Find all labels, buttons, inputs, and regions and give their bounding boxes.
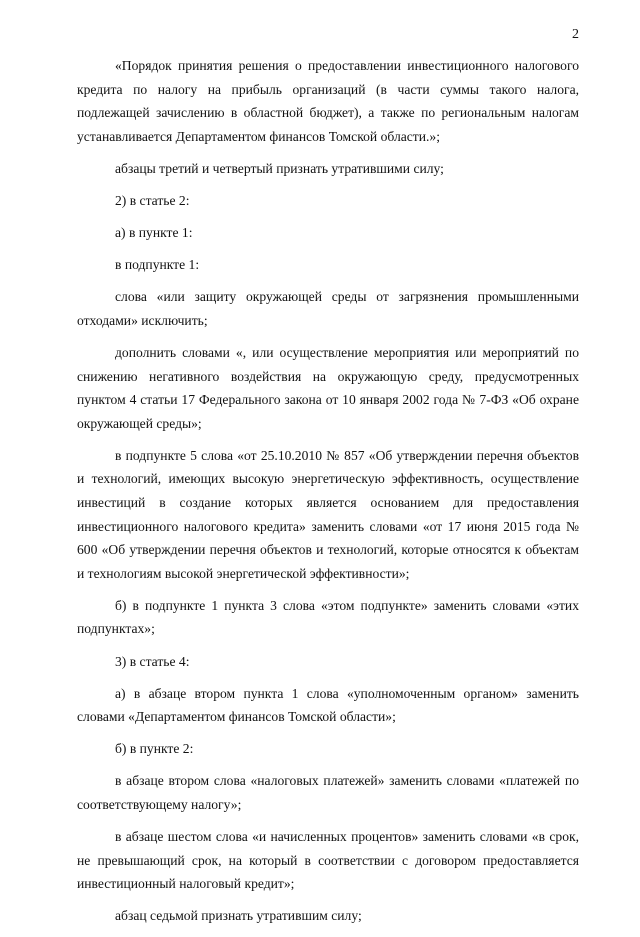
paragraph-8: в подпункте 5 слова «от 25.10.2010 № 857 «Об утверждении перечня объектов и технологий, имеющих высокую энергетическую эффективность, осуществление инвестиций в создание которых является основанием для предоставления инвестиционного налогового кредита» заменить словами «от 17 июня 2015 года № 600 «Об утверждении перечня объектов и технологий, которые относятся к объектам и технологиям высокой энергетической эффективности»; xyxy=(77,447,579,581)
paragraph-2: абзацы третий и четвертый признать утратившими силу; xyxy=(115,160,444,176)
paragraph-3: 2) в статье 2: xyxy=(115,192,190,208)
paragraph-4: а) в пункте 1: xyxy=(115,225,193,241)
paragraph-10: 3) в статье 4: xyxy=(115,653,190,669)
document-body xyxy=(77,54,579,937)
paragraph-12: б) в пункте 2: xyxy=(115,741,194,757)
paragraph-7: дополнить словами «, или осуществление мероприятия или мероприятий по снижению негативного воздействия на окружающую среду, предусмотренных пунктом 4 статьи 17 Федерального закона от 10 января 2002 года № 7-ФЗ «Об охране окружающей среды»; xyxy=(77,344,579,431)
paragraph-5: в подпункте 1: xyxy=(115,257,200,273)
paragraph-1: «Порядок принятия решения о предоставлении инвестиционного налогового кредита по налогу на прибыль организаций (в части суммы такого налога, подлежащей зачислению в областной бюджет), а также по региональным налогам устанавливается Департаментом финансов Томской области.»; xyxy=(77,58,579,144)
paragraph-13: в абзаце втором слова «налоговых платежей» заменить словами «платежей по соответствующему налогу»; xyxy=(77,773,579,813)
paragraph-15: абзац седьмой признать утратившим силу; xyxy=(115,908,362,924)
paragraph-11: а) в абзаце втором пункта 1 слова «уполномоченным органом» заменить словами «Департаментом финансов Томской области»; xyxy=(77,685,579,725)
paragraph-6: слова «или защиту окружающей среды от загрязнения промышленными отходами» исключить; xyxy=(77,289,579,328)
paragraph-14: в абзаце шестом слова «и начисленных процентов» заменить словами «в срок, не превышающий срок, на который в соответствии с договором предоставляется инвестиционный налоговый кредит»; xyxy=(77,829,579,892)
paragraph-9: б) в подпункте 1 пункта 3 слова «этом подпункте» заменить словами «этих подпунктах»; xyxy=(77,597,579,637)
page-number: 2 xyxy=(572,27,579,42)
